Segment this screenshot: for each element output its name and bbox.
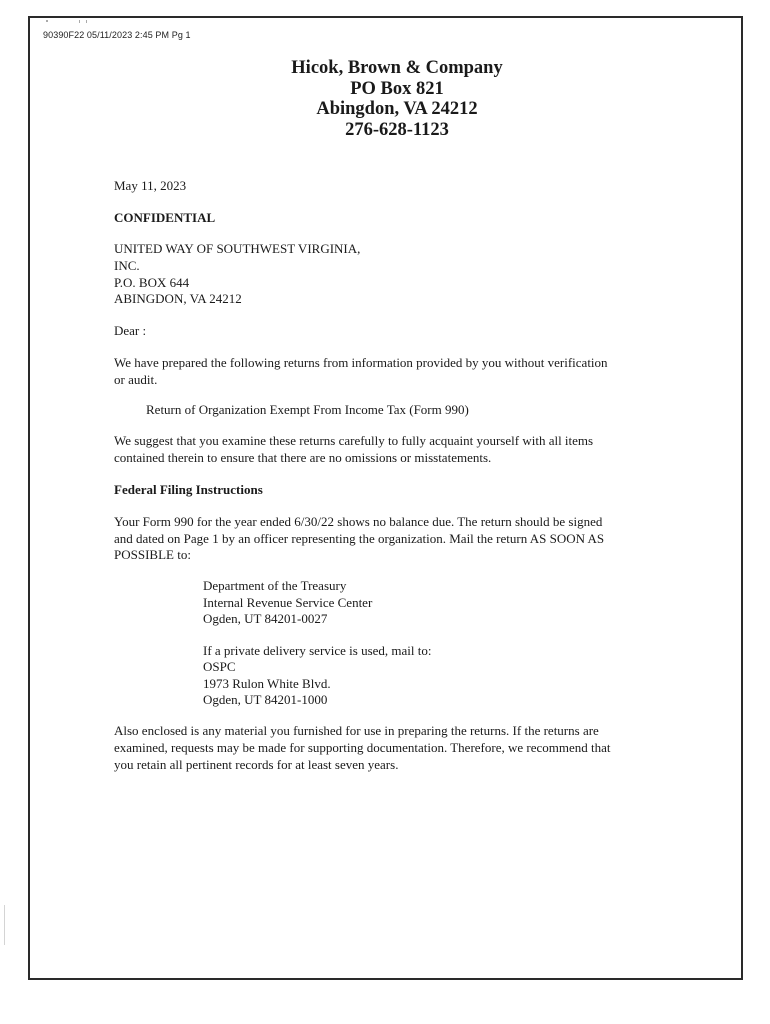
irs-address-line: Ogden, UT 84201-0027	[203, 611, 328, 626]
suggest-paragraph-line: contained therein to ensure that there are no omissions or misstatements.	[114, 450, 492, 465]
private-delivery-line: 1973 Rulon White Blvd.	[203, 676, 331, 691]
scan-speck	[79, 20, 80, 23]
closing-paragraph-line: you retain all pertinent records for at least seven years.	[114, 757, 399, 772]
private-delivery-line: Ogden, UT 84201-1000	[203, 692, 328, 707]
federal-paragraph-line: Your Form 990 for the year ended 6/30/22 shows no balance due. The return should be signed	[114, 514, 603, 529]
closing-paragraph-line: examined, requests may be made for supporting documentation. Therefore, we recommend that	[114, 740, 611, 755]
irs-address-line: Department of the Treasury	[203, 578, 347, 593]
scan-speck	[86, 20, 87, 23]
irs-address-line: Internal Revenue Service Center	[203, 595, 373, 610]
recipient-line: INC.	[114, 258, 140, 273]
suggest-paragraph-line: We suggest that you examine these returns carefully to fully acquaint yourself with all items	[114, 433, 594, 448]
federal-paragraph-line: POSSIBLE to:	[114, 547, 191, 562]
letterhead	[0, 58, 770, 140]
company-name: Hicok, Brown & Company	[291, 58, 503, 78]
fax-header: 90390F22 05/11/2023 2:45 PM Pg 1	[43, 30, 191, 40]
intro-paragraph-line: We have prepared the following returns from information provided by you without verification	[114, 355, 608, 370]
company-po-box: PO Box 821	[350, 78, 444, 99]
federal-filing-heading: Federal Filing Instructions	[114, 482, 263, 497]
recipient-line: P.O. BOX 644	[114, 275, 190, 290]
federal-paragraph-line: and dated on Page 1 by an officer representing the organization. Mail the return AS SOON AS	[114, 531, 605, 546]
scan-speck	[46, 20, 48, 22]
recipient-line: UNITED WAY OF SOUTHWEST VIRGINIA,	[114, 241, 361, 256]
recipient-line: ABINGDON, VA 24212	[114, 291, 242, 306]
company-phone: 276-628-1123	[345, 119, 449, 140]
scan-speck	[4, 905, 5, 945]
return-name: Return of Organization Exempt From Income Tax (Form 990)	[146, 402, 469, 417]
intro-paragraph-line: or audit.	[114, 372, 158, 387]
confidential-label: CONFIDENTIAL	[114, 210, 216, 225]
company-city-state: Abingdon, VA 24212	[316, 99, 478, 119]
private-delivery-line: OSPC	[203, 659, 236, 674]
letter-date: May 11, 2023	[114, 178, 187, 193]
closing-paragraph-line: Also enclosed is any material you furnished for use in preparing the returns. If the returns are	[114, 723, 599, 738]
page-border	[28, 16, 743, 980]
salutation: Dear :	[114, 323, 147, 338]
private-delivery-line: If a private delivery service is used, mail to:	[203, 643, 432, 658]
